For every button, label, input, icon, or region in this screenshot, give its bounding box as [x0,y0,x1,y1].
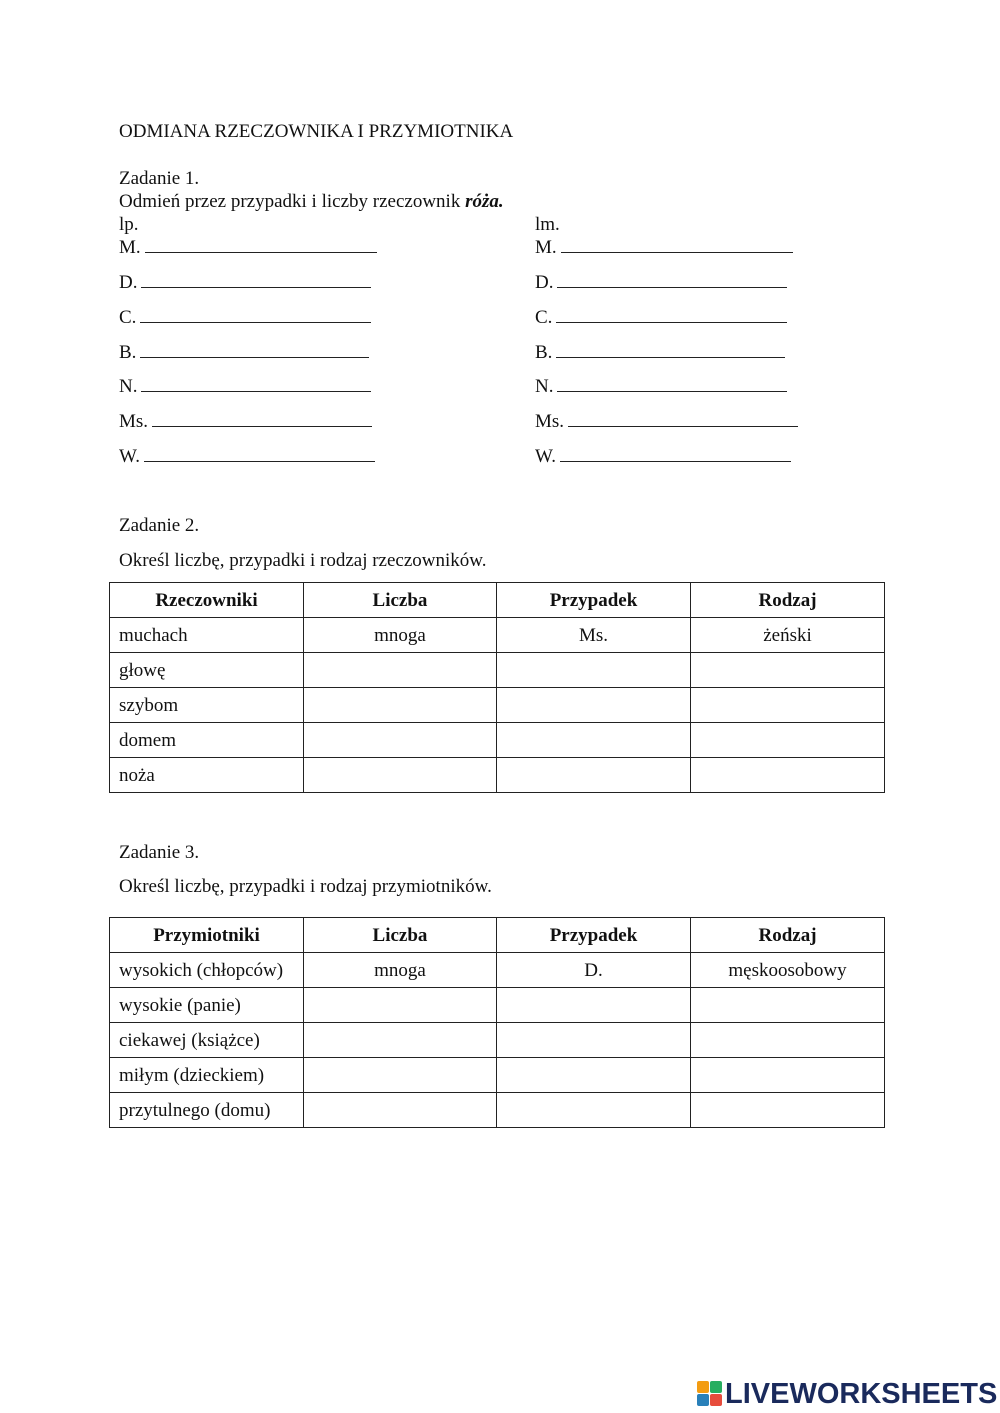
singular-case-line [119,343,369,362]
plural-case-line [535,343,785,362]
table-row [110,1058,885,1093]
answer-cell: żeński [691,618,885,653]
answer-input-cell[interactable] [304,723,497,758]
singular-answer-blank[interactable] [141,273,371,288]
table-header-row [110,918,885,953]
answer-input-cell[interactable] [497,988,691,1023]
answer-input-cell[interactable] [691,1023,885,1058]
word-cell: głowę [110,653,304,688]
table-row [110,653,885,688]
table-row [110,988,885,1023]
singular-case-line [119,308,371,327]
table-row [110,953,885,988]
word-cell: szybom [110,688,304,723]
table-row [110,1093,885,1128]
plural-case-line [535,238,793,257]
case-label: C. [535,307,553,328]
answer-input-cell[interactable] [497,1058,691,1093]
liveworksheets-logo-text: LIVEWORKSHEETS [725,1377,998,1410]
task1-target-word: róża. [465,191,504,212]
case-label: M. [119,237,141,258]
plural-answer-blank[interactable] [556,308,787,323]
word-cell: ciekawej (książce) [110,1023,304,1058]
word-cell: przytulnego (domu) [110,1093,304,1128]
plural-answer-blank[interactable] [560,447,791,462]
column-header: Przypadek [497,583,691,618]
plural-label: lm. [535,214,560,235]
word-cell: miłym (dzieckiem) [110,1058,304,1093]
task2-instruction: Określ liczbę, przypadki i rodzaj rzeczowników. [119,550,487,571]
task3-heading: Zadanie 3. [119,842,200,863]
plural-case-line [535,308,787,327]
plural-case-line [535,412,798,431]
column-header: Przypadek [497,918,691,953]
column-header: Liczba [304,918,497,953]
table-row [110,688,885,723]
adjectives-table [109,917,885,1128]
plural-case-line [535,273,787,292]
column-header: Rodzaj [691,918,885,953]
word-cell: noża [110,758,304,793]
column-header: Rodzaj [691,583,885,618]
column-header: Rzeczowniki [110,583,304,618]
case-label: C. [119,307,137,328]
singular-case-line [119,377,371,396]
case-label: Ms. [535,411,565,432]
answer-input-cell[interactable] [497,688,691,723]
case-label: N. [119,376,138,397]
case-label: D. [119,272,138,293]
case-label: W. [535,446,556,467]
singular-label: lp. [119,214,139,235]
answer-input-cell[interactable] [497,653,691,688]
word-cell: wysokich (chłopców) [110,953,304,988]
task1-instruction-text: Odmień przez przypadki i liczby rzeczownik [119,191,461,212]
table-header-row [110,583,885,618]
singular-case-line [119,447,375,466]
singular-answer-blank[interactable] [145,238,377,253]
singular-case-line [119,412,372,431]
singular-answer-blank[interactable] [141,377,371,392]
answer-input-cell[interactable] [497,1023,691,1058]
answer-cell: D. [497,953,691,988]
plural-case-line [535,447,791,466]
answer-input-cell[interactable] [304,688,497,723]
task2-heading: Zadanie 2. [119,515,200,536]
answer-cell: mnoga [304,953,497,988]
plural-answer-blank[interactable] [561,238,793,253]
case-label: D. [535,272,554,293]
task3-instruction: Określ liczbę, przypadki i rodzaj przymiotników. [119,876,492,897]
answer-input-cell[interactable] [691,653,885,688]
case-label: B. [535,342,553,363]
table-row [110,618,885,653]
answer-input-cell[interactable] [304,1058,497,1093]
case-label: B. [119,342,137,363]
answer-input-cell[interactable] [304,1093,497,1128]
word-cell: domem [110,723,304,758]
answer-cell: mnoga [304,618,497,653]
case-label: N. [535,376,554,397]
answer-input-cell[interactable] [497,1093,691,1128]
nouns-table [109,582,885,793]
singular-case-line [119,273,371,292]
case-label: M. [535,237,557,258]
liveworksheets-logo [697,1378,997,1410]
word-cell: wysokie (panie) [110,988,304,1023]
singular-answer-blank[interactable] [144,447,375,462]
task1-heading: Zadanie 1. [119,168,200,189]
answer-input-cell[interactable] [691,1058,885,1093]
answer-input-cell[interactable] [497,723,691,758]
answer-input-cell[interactable] [691,988,885,1023]
singular-answer-blank[interactable] [140,343,369,358]
answer-cell: Ms. [497,618,691,653]
answer-input-cell[interactable] [304,653,497,688]
plural-answer-blank[interactable] [557,377,787,392]
singular-answer-blank[interactable] [140,308,371,323]
answer-input-cell[interactable] [691,1093,885,1128]
answer-input-cell[interactable] [304,1023,497,1058]
answer-input-cell[interactable] [497,758,691,793]
case-label: W. [119,446,140,467]
word-cell: muchach [110,618,304,653]
answer-cell: męskoosobowy [691,953,885,988]
page-title: ODMIANA RZECZOWNIKA I PRZYMIOTNIKA [119,121,514,142]
plural-case-line [535,377,787,396]
table-row [110,1023,885,1058]
plural-answer-blank[interactable] [556,343,785,358]
liveworksheets-logo-icon [697,1381,723,1407]
answer-input-cell[interactable] [304,758,497,793]
singular-answer-blank[interactable] [152,412,372,427]
table-row [110,758,885,793]
answer-input-cell[interactable] [691,723,885,758]
answer-input-cell[interactable] [691,688,885,723]
answer-input-cell[interactable] [691,758,885,793]
table-row [110,723,885,758]
singular-case-line [119,238,377,257]
plural-answer-blank[interactable] [568,412,798,427]
task1-instruction [119,192,504,211]
case-label: Ms. [119,411,149,432]
column-header: Przymiotniki [110,918,304,953]
column-header: Liczba [304,583,497,618]
answer-input-cell[interactable] [304,988,497,1023]
plural-answer-blank[interactable] [557,273,787,288]
